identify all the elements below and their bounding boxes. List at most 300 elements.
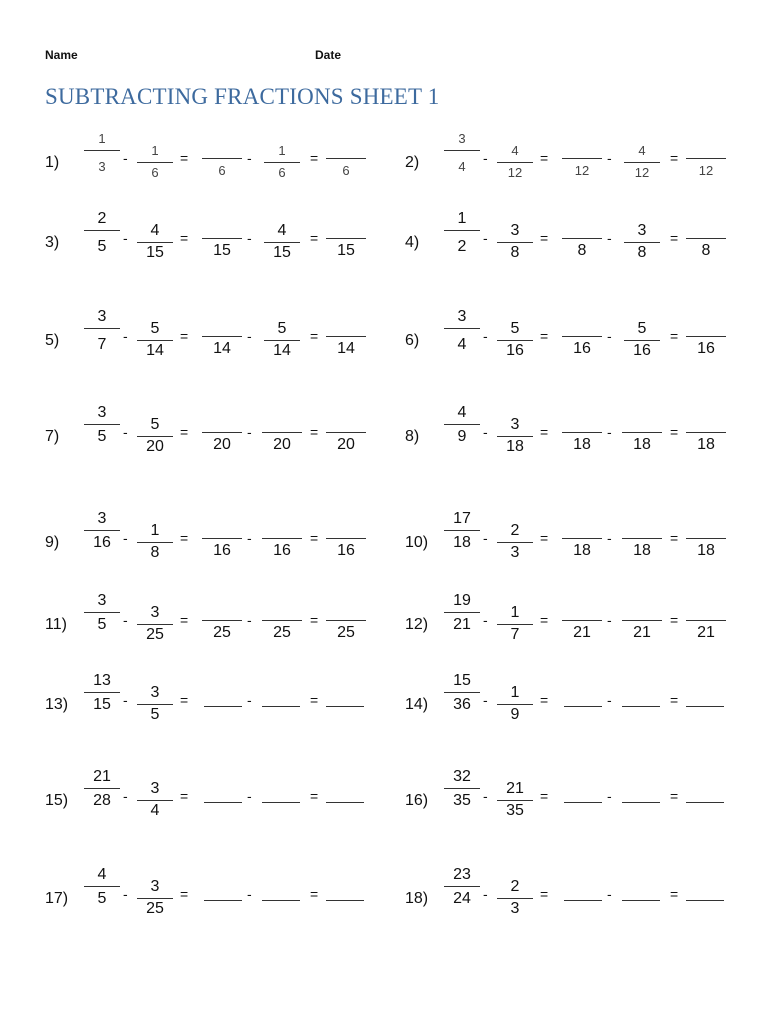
problem-number: 18) — [405, 890, 429, 907]
minus-sign: - — [247, 150, 252, 166]
blank-fraction-line — [326, 336, 366, 337]
first-fraction-denominator: 2 — [457, 238, 467, 255]
second-fraction-bar — [497, 898, 533, 899]
second-fraction-denominator: 3 — [510, 900, 520, 917]
minus-sign: - — [123, 886, 128, 902]
blank-fraction-line — [326, 538, 366, 539]
problem-number: 12) — [405, 616, 429, 633]
first-fraction-bar — [84, 612, 120, 613]
minus-sign: - — [247, 230, 252, 246]
answer-line — [564, 706, 602, 707]
second-fraction-numerator: 3 — [150, 684, 160, 701]
second-fraction-denominator: 25 — [146, 900, 164, 917]
problem-number: 16) — [405, 792, 429, 809]
second-fraction-bar — [137, 162, 173, 163]
equals-sign: = — [310, 328, 319, 344]
second-fraction-denominator: 15 — [273, 244, 291, 261]
blank-fraction-line — [686, 336, 726, 337]
first-fraction-numerator: 3 — [97, 404, 107, 421]
second-fraction-bar — [137, 436, 173, 437]
first-fraction-bar — [444, 612, 480, 613]
second-fraction-denominator: 8 — [510, 244, 520, 261]
problem-18 — [400, 864, 768, 954]
second-fraction-numerator: 1 — [278, 143, 286, 158]
problem-number: 7) — [45, 428, 60, 445]
second-fraction-bar — [497, 624, 533, 625]
problem-6 — [400, 306, 768, 396]
second-fraction-numerator: 5 — [150, 320, 160, 337]
first-fraction-numerator: 3 — [97, 592, 107, 609]
second-fraction-bar — [497, 704, 533, 705]
answer-line — [564, 900, 602, 901]
second-fraction-denominator: 6 — [151, 165, 159, 180]
minus-sign: - — [607, 424, 612, 440]
problem-number: 11) — [45, 616, 67, 633]
equals-sign: = — [540, 424, 549, 440]
problem-16 — [400, 766, 768, 856]
answer-line — [262, 706, 300, 707]
equals-sign: = — [670, 692, 679, 708]
second-fraction-numerator: 1 — [151, 143, 159, 158]
first-fraction-denominator: 4 — [458, 159, 466, 174]
equals-sign: = — [180, 328, 189, 344]
equals-sign: = — [180, 424, 189, 440]
equals-sign: = — [540, 328, 549, 344]
blank-fraction-line — [202, 158, 242, 159]
answer-line — [204, 900, 242, 901]
first-fraction-numerator: 21 — [93, 768, 111, 785]
first-fraction-denominator: 21 — [453, 616, 471, 633]
blank-fraction-line — [326, 620, 366, 621]
first-fraction-bar — [84, 692, 120, 693]
second-fraction-denominator: 7 — [510, 626, 520, 643]
first-fraction-bar — [84, 788, 120, 789]
blank-fraction-line — [686, 238, 726, 239]
blank-fraction-denominator: 8 — [577, 242, 587, 259]
answer-line — [326, 802, 364, 803]
blank-fraction-line — [326, 158, 366, 159]
second-fraction-bar — [137, 898, 173, 899]
second-fraction-denominator: 5 — [150, 706, 160, 723]
blank-fraction-denominator: 16 — [337, 542, 355, 559]
blank-fraction-denominator: 20 — [337, 436, 355, 453]
equals-sign: = — [310, 886, 319, 902]
second-fraction-bar — [264, 242, 300, 243]
minus-sign: - — [123, 328, 128, 344]
second-fraction-denominator: 35 — [506, 802, 524, 819]
blank-fraction-denominator: 14 — [213, 340, 231, 357]
blank-fraction-denominator: 6 — [218, 163, 226, 178]
second-fraction-denominator: 18 — [506, 438, 524, 455]
blank-fraction-line — [686, 538, 726, 539]
first-fraction-bar — [84, 886, 120, 887]
equals-sign: = — [180, 530, 189, 546]
equals-sign: = — [670, 788, 679, 804]
second-fraction-numerator: 5 — [637, 320, 647, 337]
blank-fraction-denominator: 6 — [342, 163, 350, 178]
second-fraction-denominator: 9 — [510, 706, 520, 723]
minus-sign: - — [247, 530, 252, 546]
first-fraction-numerator: 3 — [97, 308, 107, 325]
second-fraction-bar — [137, 704, 173, 705]
first-fraction-bar — [444, 530, 480, 531]
problem-13 — [40, 670, 420, 760]
answer-line — [204, 802, 242, 803]
second-fraction-bar — [137, 242, 173, 243]
second-fraction-bar — [497, 242, 533, 243]
blank-fraction-line — [262, 620, 302, 621]
first-fraction-bar — [84, 530, 120, 531]
answer-line — [686, 706, 724, 707]
blank-fraction-denominator: 15 — [337, 242, 355, 259]
problem-number: 3) — [45, 234, 60, 251]
equals-sign: = — [180, 692, 189, 708]
problem-11 — [40, 590, 420, 680]
first-fraction-bar — [444, 886, 480, 887]
blank-fraction-line — [262, 432, 302, 433]
minus-sign: - — [247, 886, 252, 902]
blank-fraction-line — [202, 432, 242, 433]
second-fraction-numerator: 3 — [150, 780, 160, 797]
equals-sign: = — [310, 788, 319, 804]
problem-number: 15) — [45, 792, 69, 809]
answer-line — [564, 802, 602, 803]
first-fraction-numerator: 15 — [453, 672, 471, 689]
blank-fraction-denominator: 14 — [337, 340, 355, 357]
answer-line — [262, 900, 300, 901]
problem-9 — [40, 508, 420, 598]
blank-fraction-line — [262, 538, 302, 539]
second-fraction-numerator: 2 — [510, 522, 520, 539]
equals-sign: = — [670, 328, 679, 344]
minus-sign: - — [123, 230, 128, 246]
second-fraction-bar — [137, 340, 173, 341]
blank-fraction-line — [202, 238, 242, 239]
first-fraction-numerator: 19 — [453, 592, 471, 609]
first-fraction-denominator: 16 — [93, 534, 111, 551]
second-fraction-denominator: 25 — [146, 626, 164, 643]
minus-sign: - — [607, 328, 612, 344]
problem-number: 9) — [45, 534, 60, 551]
second-fraction-bar — [137, 542, 173, 543]
second-fraction-bar — [497, 162, 533, 163]
first-fraction-numerator: 3 — [458, 131, 466, 146]
second-fraction-bar — [497, 542, 533, 543]
blank-fraction-denominator: 21 — [697, 624, 715, 641]
minus-sign: - — [607, 612, 612, 628]
problem-number: 13) — [45, 696, 69, 713]
problem-3 — [40, 208, 420, 298]
blank-fraction-line — [562, 432, 602, 433]
problem-5 — [40, 306, 420, 396]
minus-sign: - — [123, 150, 128, 166]
answer-line — [622, 802, 660, 803]
first-fraction-denominator: 35 — [453, 792, 471, 809]
blank-fraction-denominator: 18 — [573, 542, 591, 559]
first-fraction-numerator: 3 — [457, 308, 467, 325]
first-fraction-numerator: 2 — [97, 210, 107, 227]
first-fraction-denominator: 28 — [93, 792, 111, 809]
second-fraction-bar — [624, 162, 660, 163]
blank-fraction-line — [562, 336, 602, 337]
problem-8 — [400, 402, 768, 492]
equals-sign: = — [310, 150, 319, 166]
minus-sign: - — [483, 886, 488, 902]
problem-number: 4) — [405, 234, 420, 251]
problem-number: 6) — [405, 332, 420, 349]
first-fraction-numerator: 13 — [93, 672, 111, 689]
blank-fraction-denominator: 18 — [697, 436, 715, 453]
blank-fraction-denominator: 8 — [701, 242, 711, 259]
blank-fraction-denominator: 16 — [573, 340, 591, 357]
second-fraction-numerator: 3 — [510, 416, 520, 433]
problem-number: 1) — [45, 154, 60, 171]
first-fraction-bar — [444, 424, 480, 425]
blank-fraction-denominator: 25 — [337, 624, 355, 641]
blank-fraction-line — [622, 432, 662, 433]
equals-sign: = — [540, 612, 549, 628]
blank-fraction-denominator: 16 — [213, 542, 231, 559]
blank-fraction-denominator: 15 — [213, 242, 231, 259]
equals-sign: = — [180, 230, 189, 246]
blank-fraction-line — [622, 538, 662, 539]
second-fraction-numerator: 4 — [638, 143, 646, 158]
second-fraction-numerator: 5 — [510, 320, 520, 337]
blank-fraction-line — [202, 336, 242, 337]
first-fraction-denominator: 5 — [97, 616, 107, 633]
second-fraction-denominator: 14 — [146, 342, 164, 359]
second-fraction-numerator: 21 — [506, 780, 524, 797]
blank-fraction-denominator: 18 — [633, 542, 651, 559]
second-fraction-denominator: 8 — [637, 244, 647, 261]
second-fraction-bar — [497, 340, 533, 341]
second-fraction-denominator: 4 — [150, 802, 160, 819]
blank-fraction-line — [562, 620, 602, 621]
answer-line — [686, 900, 724, 901]
second-fraction-numerator: 5 — [150, 416, 160, 433]
first-fraction-numerator: 4 — [97, 866, 107, 883]
minus-sign: - — [123, 692, 128, 708]
problem-number: 2) — [405, 154, 420, 171]
second-fraction-denominator: 16 — [506, 342, 524, 359]
second-fraction-denominator: 12 — [507, 165, 523, 180]
problem-10 — [400, 508, 768, 598]
second-fraction-bar — [497, 436, 533, 437]
blank-fraction-line — [562, 158, 602, 159]
problem-number: 14) — [405, 696, 429, 713]
answer-line — [622, 706, 660, 707]
minus-sign: - — [607, 692, 612, 708]
second-fraction-denominator: 8 — [150, 544, 160, 561]
first-fraction-numerator: 32 — [453, 768, 471, 785]
equals-sign: = — [540, 530, 549, 546]
first-fraction-numerator: 3 — [97, 510, 107, 527]
equals-sign: = — [670, 612, 679, 628]
first-fraction-numerator: 1 — [457, 210, 467, 227]
answer-line — [262, 802, 300, 803]
blank-fraction-line — [562, 538, 602, 539]
second-fraction-numerator: 3 — [637, 222, 647, 239]
blank-fraction-line — [686, 620, 726, 621]
second-fraction-numerator: 5 — [277, 320, 287, 337]
blank-fraction-line — [562, 238, 602, 239]
second-fraction-numerator: 4 — [150, 222, 160, 239]
equals-sign: = — [540, 230, 549, 246]
second-fraction-bar — [264, 340, 300, 341]
problem-14 — [400, 670, 768, 760]
minus-sign: - — [483, 328, 488, 344]
blank-fraction-denominator: 20 — [273, 436, 291, 453]
name-label: Name — [45, 48, 78, 62]
blank-fraction-denominator: 25 — [213, 624, 231, 641]
equals-sign: = — [180, 788, 189, 804]
first-fraction-denominator: 9 — [457, 428, 467, 445]
minus-sign: - — [483, 788, 488, 804]
blank-fraction-denominator: 18 — [697, 542, 715, 559]
problem-number: 10) — [405, 534, 429, 551]
equals-sign: = — [310, 230, 319, 246]
first-fraction-numerator: 17 — [453, 510, 471, 527]
minus-sign: - — [607, 150, 612, 166]
problem-7 — [40, 402, 420, 492]
equals-sign: = — [310, 692, 319, 708]
blank-fraction-line — [686, 432, 726, 433]
equals-sign: = — [540, 788, 549, 804]
equals-sign: = — [310, 424, 319, 440]
minus-sign: - — [123, 612, 128, 628]
blank-fraction-denominator: 21 — [633, 624, 651, 641]
second-fraction-denominator: 15 — [146, 244, 164, 261]
date-label: Date — [315, 48, 342, 62]
equals-sign: = — [670, 886, 679, 902]
answer-line — [326, 900, 364, 901]
second-fraction-bar — [624, 242, 660, 243]
equals-sign: = — [540, 886, 549, 902]
first-fraction-bar — [84, 424, 120, 425]
second-fraction-bar — [497, 800, 533, 801]
first-fraction-bar — [84, 150, 120, 151]
equals-sign: = — [310, 612, 319, 628]
second-fraction-numerator: 4 — [277, 222, 287, 239]
blank-fraction-denominator: 16 — [697, 340, 715, 357]
minus-sign: - — [607, 788, 612, 804]
equals-sign: = — [180, 612, 189, 628]
equals-sign: = — [670, 530, 679, 546]
minus-sign: - — [483, 612, 488, 628]
blank-fraction-denominator: 20 — [213, 436, 231, 453]
first-fraction-denominator: 7 — [97, 336, 107, 353]
blank-fraction-denominator: 12 — [698, 163, 714, 178]
blank-fraction-line — [326, 432, 366, 433]
first-fraction-numerator: 23 — [453, 866, 471, 883]
worksheet-title: SUBTRACTING FRACTIONS SHEET 1 — [45, 84, 440, 109]
problem-number: 5) — [45, 332, 60, 349]
answer-line — [204, 706, 242, 707]
minus-sign: - — [247, 424, 252, 440]
minus-sign: - — [483, 424, 488, 440]
answer-line — [686, 802, 724, 803]
equals-sign: = — [540, 150, 549, 166]
minus-sign: - — [483, 692, 488, 708]
minus-sign: - — [123, 530, 128, 546]
problem-15 — [40, 766, 420, 856]
minus-sign: - — [123, 424, 128, 440]
minus-sign: - — [247, 788, 252, 804]
second-fraction-numerator: 3 — [150, 878, 160, 895]
first-fraction-numerator: 1 — [98, 131, 106, 146]
second-fraction-denominator: 6 — [278, 165, 286, 180]
problem-4 — [400, 208, 768, 298]
first-fraction-bar — [444, 788, 480, 789]
first-fraction-denominator: 4 — [457, 336, 467, 353]
second-fraction-denominator: 3 — [510, 544, 520, 561]
first-fraction-denominator: 24 — [453, 890, 471, 907]
minus-sign: - — [247, 612, 252, 628]
second-fraction-denominator: 12 — [634, 165, 650, 180]
equals-sign: = — [540, 692, 549, 708]
second-fraction-bar — [137, 624, 173, 625]
first-fraction-bar — [444, 150, 480, 151]
equals-sign: = — [670, 230, 679, 246]
blank-fraction-line — [326, 238, 366, 239]
blank-fraction-denominator: 18 — [573, 436, 591, 453]
equals-sign: = — [670, 424, 679, 440]
minus-sign: - — [483, 150, 488, 166]
first-fraction-bar — [444, 692, 480, 693]
blank-fraction-line — [622, 620, 662, 621]
equals-sign: = — [180, 150, 189, 166]
minus-sign: - — [247, 328, 252, 344]
answer-line — [326, 706, 364, 707]
blank-fraction-line — [686, 158, 726, 159]
second-fraction-numerator: 1 — [510, 684, 520, 701]
problem-number: 8) — [405, 428, 420, 445]
equals-sign: = — [310, 530, 319, 546]
problem-17 — [40, 864, 420, 954]
second-fraction-numerator: 3 — [150, 604, 160, 621]
first-fraction-bar — [84, 328, 120, 329]
first-fraction-denominator: 36 — [453, 696, 471, 713]
minus-sign: - — [607, 530, 612, 546]
first-fraction-denominator: 18 — [453, 534, 471, 551]
blank-fraction-denominator: 18 — [633, 436, 651, 453]
blank-fraction-line — [202, 538, 242, 539]
blank-fraction-denominator: 12 — [574, 163, 590, 178]
second-fraction-denominator: 14 — [273, 342, 291, 359]
second-fraction-denominator: 16 — [633, 342, 651, 359]
first-fraction-denominator: 3 — [98, 159, 106, 174]
first-fraction-bar — [444, 328, 480, 329]
equals-sign: = — [670, 150, 679, 166]
minus-sign: - — [483, 530, 488, 546]
blank-fraction-line — [202, 620, 242, 621]
first-fraction-denominator: 15 — [93, 696, 111, 713]
second-fraction-bar — [137, 800, 173, 801]
second-fraction-numerator: 4 — [511, 143, 519, 158]
second-fraction-numerator: 3 — [510, 222, 520, 239]
second-fraction-numerator: 1 — [150, 522, 160, 539]
first-fraction-denominator: 5 — [97, 890, 107, 907]
second-fraction-numerator: 1 — [510, 604, 520, 621]
minus-sign: - — [607, 230, 612, 246]
answer-line — [622, 900, 660, 901]
problem-12 — [400, 590, 768, 680]
second-fraction-bar — [264, 162, 300, 163]
problem-number: 17) — [45, 890, 69, 907]
minus-sign: - — [607, 886, 612, 902]
first-fraction-bar — [84, 230, 120, 231]
second-fraction-denominator: 20 — [146, 438, 164, 455]
